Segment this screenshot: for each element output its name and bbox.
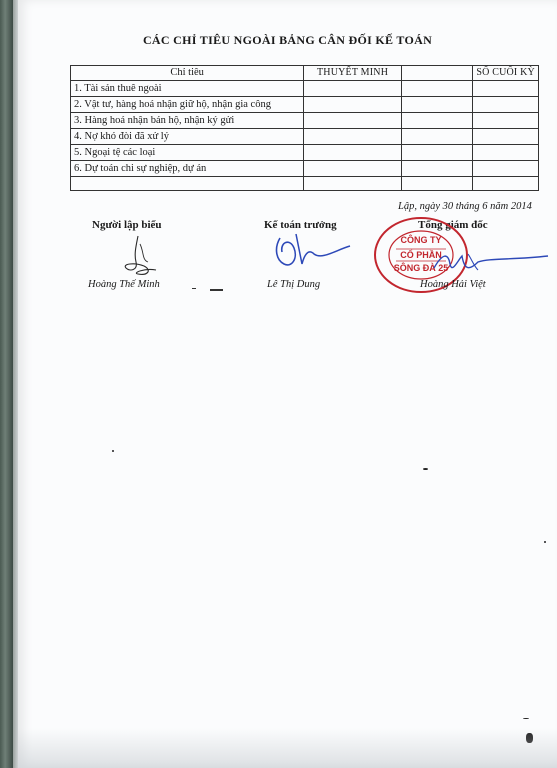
chief-accountant-name: Lê Thị Dung [267,279,321,290]
row-label: 1. Tài sản thuê ngoài [71,81,304,97]
scan-speck [112,450,114,452]
director-title: Tổng giám đốc [418,219,488,231]
date-line: Lập, ngày 30 tháng 6 năm 2014 [398,201,532,212]
table-row [71,97,539,113]
table-row [71,113,539,129]
header-closing-balance: SỐ CUỐI KỲ [473,66,539,81]
mark-dash [192,288,196,289]
page-title: CÁC CHỈ TIÊU NGOÀI BẢNG CÂN ĐỐI KẾ TOÁN [142,33,433,47]
chief-accountant-signature [270,228,354,272]
header-explanation: THUYẾT MINH [304,66,402,81]
preparer-signature [108,232,168,280]
table-row [71,161,539,177]
stamp-line-1: CÔNG TY [400,235,442,245]
row-label: 6. Dự toán chi sự nghiệp, dự án [71,161,304,177]
row-label: 5. Ngoại tệ các loại [71,145,304,161]
header-indicator: Chỉ tiêu [71,66,304,81]
table-row [71,129,539,145]
scan-speck [544,541,546,543]
table-row [71,145,539,161]
table-row-empty [71,177,539,191]
scan-speck [423,468,428,470]
row-label: 2. Vật tư, hàng hoá nhận giữ hộ, nhận gia công [71,97,304,113]
table-header-row [71,66,539,81]
header-blank [401,66,472,81]
table-row [71,81,539,97]
row-label: 3. Hàng hoá nhận bán hộ, nhận ký gửi [71,113,304,129]
document-page [18,0,557,768]
row-label: 4. Nợ khó đòi đã xử lý [71,129,304,145]
stamp-line-2: CỔ PHẦN [400,250,442,260]
stamp-line-3: SÔNG ĐÀ 25 [393,263,449,273]
mark-dash [210,289,223,291]
scan-speck [523,718,529,719]
chief-accountant-title: Kế toán trưởng [264,219,337,231]
off-balance-sheet-table [70,65,539,191]
binding-strip [0,0,13,768]
director-signature [428,246,553,278]
page-shadow [18,728,557,768]
preparer-name: Hoàng Thế Minh [88,279,160,290]
director-name: Hoàng Hải Việt [420,279,486,290]
preparer-title: Người lập biểu [92,219,162,231]
